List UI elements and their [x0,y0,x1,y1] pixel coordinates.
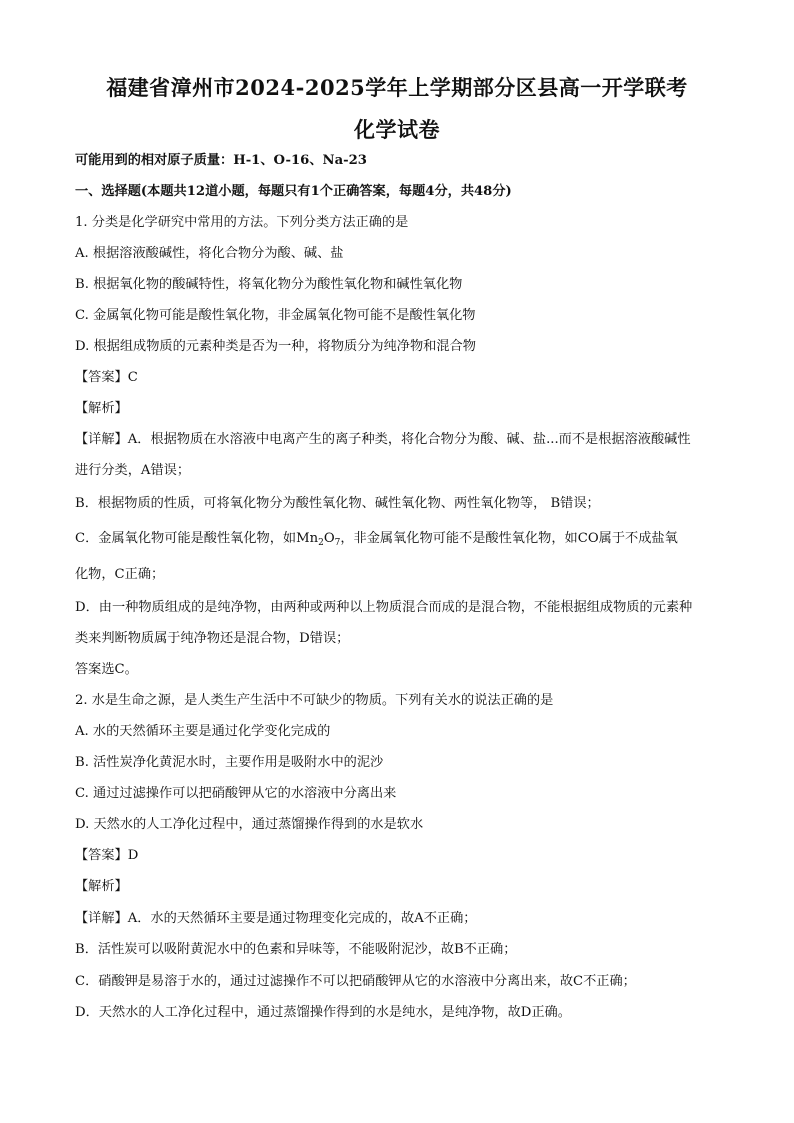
q1-answer: 【答案】C [75,370,138,385]
formula-o: O [323,531,335,546]
q1-conclusion: 答案选C。 [75,662,138,677]
q2-stem: 2. 水是生命之源，是人类生产生活中不可缺少的物质。下列有关水的说法正确的是 [75,693,554,708]
q1-analysis-label: 【解析】 [75,401,128,416]
q2-detail-line-1: 【详解】A．水的天然循环主要是通过物理变化完成的，故A不正确； [75,911,477,926]
q2-option-b: B. 活性炭净化黄泥水时，主要作用是吸附水中的泥沙 [75,755,384,770]
q1-option-d: D. 根据组成物质的元素种类是否为一种，将物质分为纯净物和混合物 [75,339,476,354]
q1-detail-line-4-end: ，非金属氧化物可能不是酸性氧化物，如CO属于不成盐氧 [340,531,678,546]
q2-option-c: C. 通过过滤操作可以把硝酸钾从它的水溶液中分离出来 [75,786,397,801]
q1-detail-line-6: D．由一种物质组成的是纯净物，由两种或两种以上物质混合而成的是混合物，不能根据组成物质的元素种 [75,600,693,615]
q1-option-a: A. 根据溶液酸碱性，将化合物分为酸、碱、盐 [75,246,344,261]
q2-analysis-label: 【解析】 [75,879,128,894]
document-title: 福建省漳州市2024-2025学年上学期部分区县高一开学联考 [106,75,688,100]
q1-detail-line-3: B．根据物质的性质，可将氧化物分为酸性氧化物、碱性氧化物、两性氧化物等， B错误； [75,496,600,511]
q1-detail-line-7: 类来判断物质属于纯净物还是混合物，D错误； [75,631,350,646]
formula-mn: Mn [296,531,319,546]
q2-detail-line-4: D．天然水的人工净化过程中，通过蒸馏操作得到的水是纯水，是纯净物，故D正确。 [75,1005,571,1020]
formula-sub-2: 2 [318,538,324,548]
q1-option-b: B. 根据氧化物的酸碱特性，将氧化物分为酸性氧化物和碱性氧化物 [75,277,463,292]
document-subtitle: 化学试卷 [354,117,440,142]
q1-stem: 1. 分类是化学研究中常用的方法。下列分类方法正确的是 [75,215,409,230]
section-title: 一、选择题(本题共12道小题，每题只有1个正确答案，每题4分，共48分) [75,184,512,199]
atomic-masses-note: 可能用到的相对原子质量：H-1、O-16、Na-23 [75,153,367,168]
q2-detail-line-3: C．硝酸钾是易溶于水的，通过过滤操作不可以把硝酸钾从它的水溶液中分离出来，故C不正确； [75,974,636,989]
q1-detail-line-1: 【详解】A．根据物质在水溶液中电离产生的离子种类，将化合物分为酸、碱、盐...而不是根据溶液酸碱性 [75,432,691,447]
mn2o7-formula [296,531,340,546]
q1-detail-line-4 [75,531,725,551]
q1-detail-line-4-start: C．金属氧化物可能是酸性氧化物，如 [75,531,297,546]
q2-option-a: A. 水的天然循环主要是通过化学变化完成的 [75,724,331,739]
formula-sub-7: 7 [334,538,341,548]
q2-detail-line-2: B．活性炭可以吸附黄泥水中的色素和异味等，不能吸附泥沙，故B不正确； [75,942,517,957]
q1-detail-line-2: 进行分类，A错误； [75,463,191,478]
q1-detail-line-5: 化物，C正确； [75,567,165,582]
q1-option-c: C. 金属氧化物可能是酸性氧化物，非金属氧化物可能不是酸性氧化物 [75,308,476,323]
q2-answer: 【答案】D [75,848,139,863]
q2-option-d: D. 天然水的人工净化过程中，通过蒸馏操作得到的水是软水 [75,817,424,832]
